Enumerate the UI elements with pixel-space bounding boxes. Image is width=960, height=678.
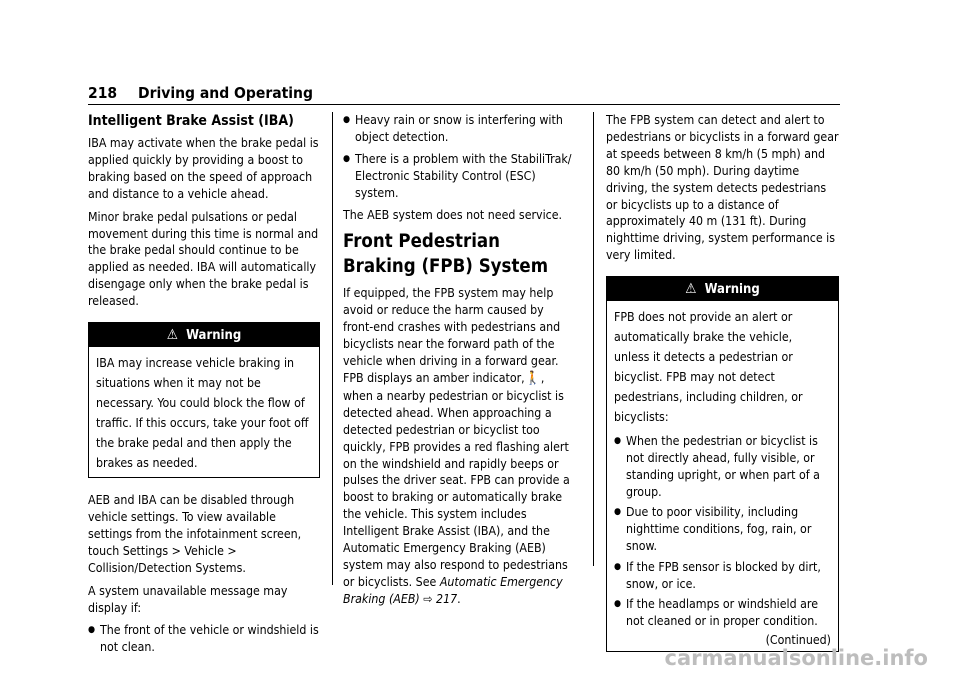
reference-page-number[interactable]: 217 xyxy=(436,591,458,606)
warning-title: Warning xyxy=(704,282,760,298)
continued-label: (Continued) xyxy=(765,632,831,647)
list-item: ● If the headlamps or windshield are not cleaned or in proper condition. xyxy=(614,596,831,630)
warning-text: IBA may increase vehicle braking in situations when it may not be necessary. You could block the flow of traffic. If this occurs, take your foot off the brake pedal and then apply the brakes as needed. xyxy=(96,356,309,471)
aeb-reference-link[interactable]: Automatic Emergency Braking (AEB) xyxy=(343,574,563,606)
list-item: ● Heavy rain or snow is interfering with object detection. xyxy=(343,112,576,146)
column-3 xyxy=(606,112,839,666)
column-1 xyxy=(88,112,320,661)
list-item: ● Due to poor visibility, including nighttime conditions, fog, rain, or snow. xyxy=(614,504,831,554)
aeb-service-paragraph: The AEB system does not need service. xyxy=(343,207,563,222)
disable-paragraph: AEB and IBA can be disabled through vehicle settings. To view available settings from the infotainment screen, touch Settings > Vehicle > Collision/Detection Systems. xyxy=(88,493,302,575)
warning-header xyxy=(607,277,838,301)
iba-paragraph-1: IBA may activate when the brake pedal is applied quickly by providing a boost to braking based on the speed of approach and distance to a vehicle ahead. xyxy=(88,136,319,201)
iba-warning-box xyxy=(88,322,320,478)
list-item: ● There is a problem with the StabiliTrak/ Electronic Stability Control (ESC) system. xyxy=(343,151,576,202)
warning-triangle-icon: ⚠ xyxy=(685,281,697,298)
detection-paragraph: The FPB system can detect and alert to pedestrians or bicyclists in a forward gear at speeds between 8 km/h (5 mph) and 80 km/h (50 mph). During daytime driving, the system detects pedestrians or bicyclists up to a distance of approximately 40 m (131 ft). During nighttime driving, system performance is very limited. xyxy=(606,113,839,263)
fpb-text-a: If equipped, the FPB system may help avoid or reduce the harm caused by front-end crashes with pedestrians and bicyclists near the forward path of the vehicle when driving in a forward gear. FPB displays an amber indicator, xyxy=(343,286,561,385)
column-divider xyxy=(332,112,333,585)
warning-list xyxy=(614,433,831,630)
page-reference-arrow-icon: ⇨ xyxy=(423,591,433,606)
list-item: ● If the FPB sensor is blocked by dirt, snow, or ice. xyxy=(614,559,831,593)
warning-triangle-icon: ⚠ xyxy=(166,327,179,344)
pedestrian-icon: 🚶 xyxy=(524,370,541,386)
fpb-warning-box xyxy=(606,276,839,652)
unavailable-paragraph: A system unavailable message may display if: xyxy=(88,583,288,615)
warning-body xyxy=(607,301,838,651)
list-item: ● The front of the vehicle or windshield is not clean. xyxy=(88,622,320,656)
watermark: carmanualsonline.info xyxy=(664,646,928,670)
column-divider xyxy=(593,112,594,566)
fpb-paragraph xyxy=(343,285,576,607)
warning-header xyxy=(89,323,319,347)
warning-intro: FPB does not provide an alert or automatically brake the vehicle, unless it detects a pedestrian or bicyclist. FPB may not detect pedestrians, including children, or bicyclists: xyxy=(614,310,803,425)
page-header xyxy=(88,84,840,105)
fpb-heading: Front Pedestrian Braking (FPB) System xyxy=(343,231,549,278)
fpb-text-b: , when a nearby pedestrian or bicyclist is detected ahead. When approaching a detected pedestrian or bicyclist too quickly, FPB provides a red flashing alert on the windshield and rapidly beeps or pulses the driver seat. FPB can provide a boost to braking or automatically brake the vehicle. This system includes Intelligent Brake Assist (IBA), and the Automatic Emergency Braking (AEB) system may also respond to pedestrians or bicyclists. See xyxy=(343,370,570,589)
page-number: 218 xyxy=(88,84,118,102)
warning-title: Warning xyxy=(186,328,242,344)
column-2 xyxy=(343,112,576,614)
iba-heading: Intelligent Brake Assist (IBA) xyxy=(88,113,294,129)
unavailable-list-cont xyxy=(343,112,576,202)
list-item: ● When the pedestrian or bicyclist is not directly ahead, fully visible, or standing upright, or when part of a group. xyxy=(614,433,831,500)
reference-end: . xyxy=(457,591,461,606)
section-title: Driving and Operating xyxy=(138,84,313,102)
iba-paragraph-2: Minor brake pedal pulsations or pedal movement during this time is normal and the brake pedal should continue to be applied as needed. IBA will automatically disengage only when the brake pedal is released. xyxy=(88,209,319,309)
